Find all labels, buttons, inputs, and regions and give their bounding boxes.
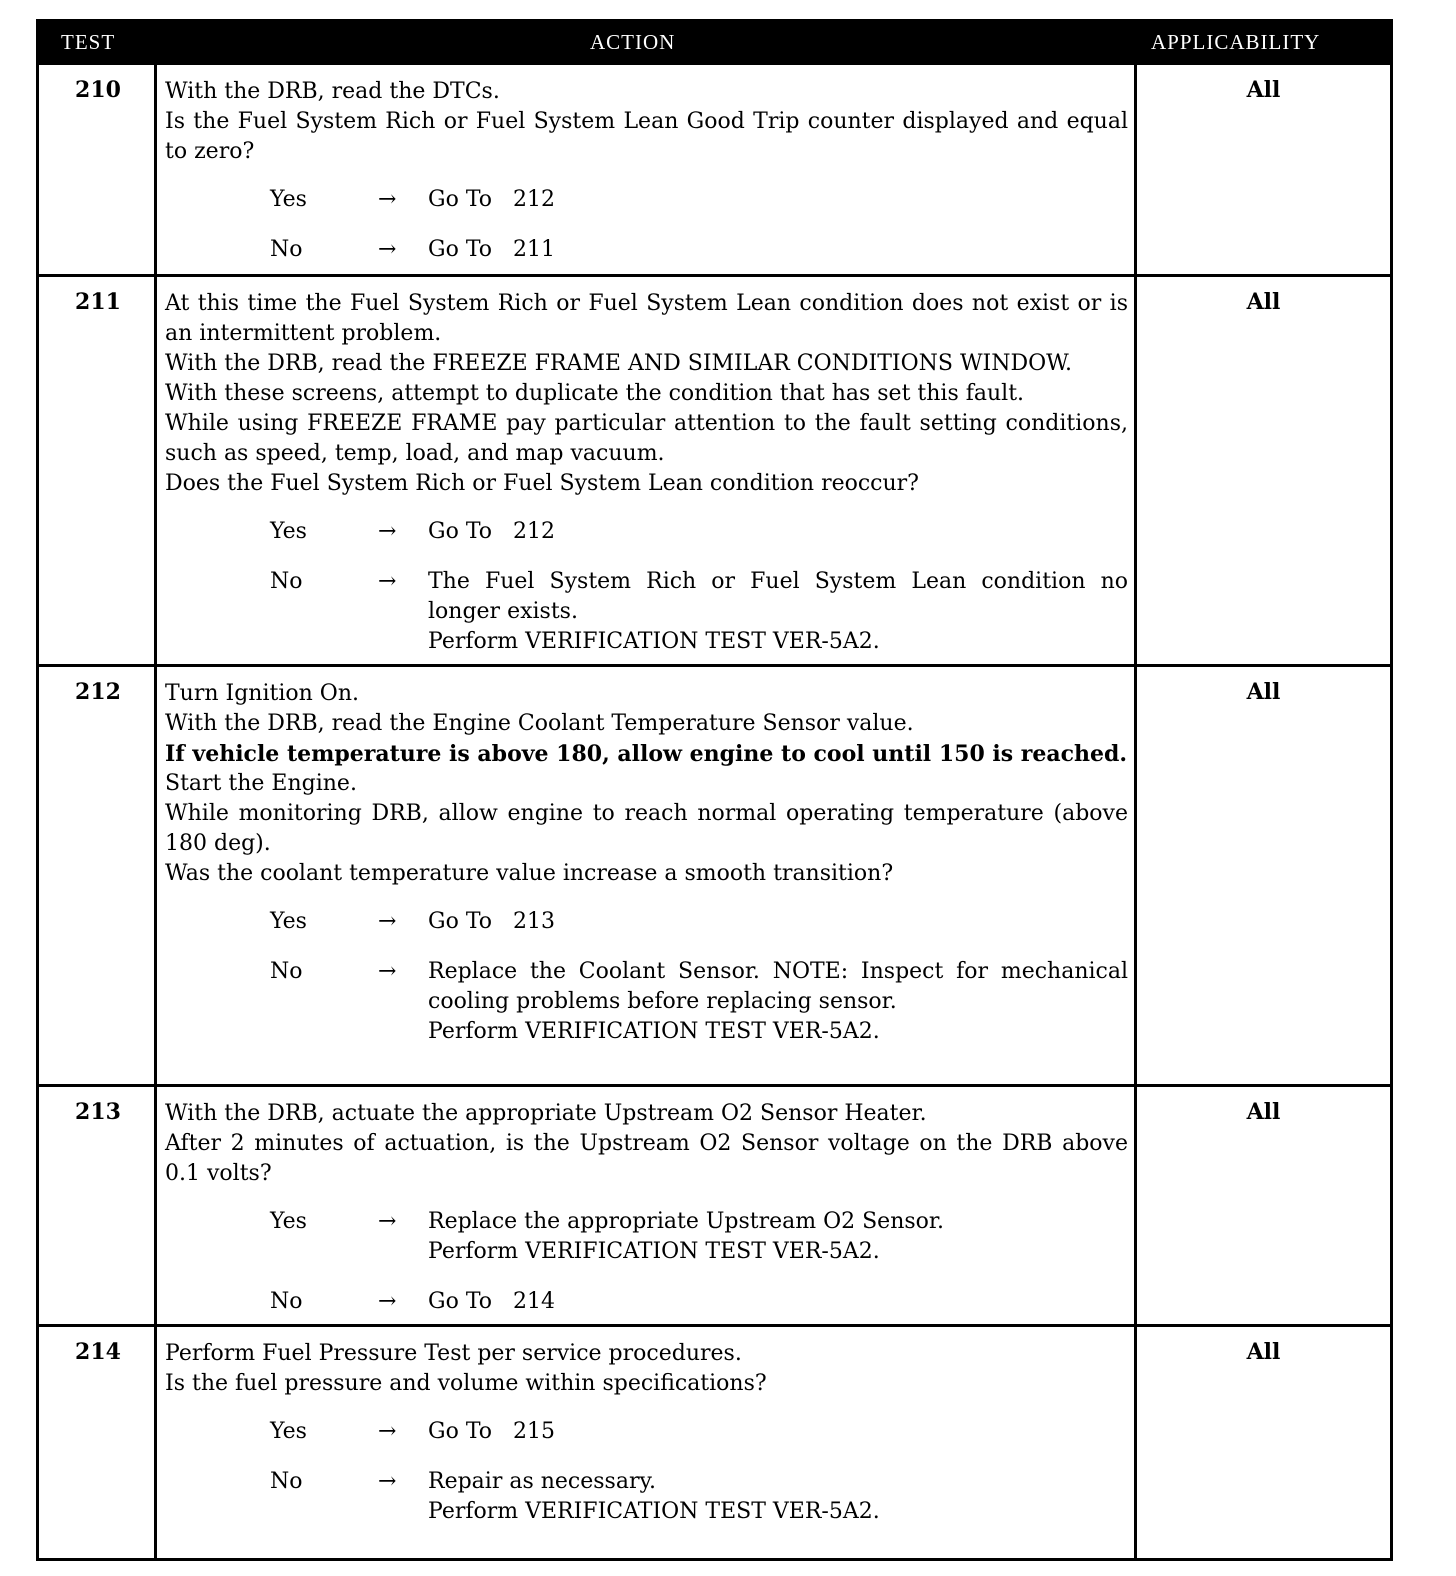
test-number: 213: [75, 1099, 121, 1125]
yes-branch: [165, 185, 1128, 215]
action-line: With these screens, attempt to duplicate the condition that has set this fault.: [165, 381, 1025, 406]
action-line: At this time the Fuel System Rich or Fuel System Lean condition does not exist or is an intermittent problem.: [165, 291, 1128, 346]
test-number: 210: [75, 77, 121, 103]
action-text: [165, 289, 1128, 657]
yes-label: Yes: [270, 909, 307, 934]
no-result: Go To 214: [428, 1289, 555, 1314]
header-test: TEST: [61, 30, 116, 54]
yes-branch: [165, 1207, 1128, 1267]
no-branch: [165, 235, 1128, 265]
yes-result: Go To 215: [428, 1419, 555, 1444]
applicability-value: All: [1246, 77, 1281, 103]
applicability-value: All: [1246, 1099, 1281, 1125]
test-number: 212: [75, 679, 121, 705]
applicability-value: All: [1246, 1339, 1281, 1365]
action-text: [165, 1099, 1128, 1317]
action-line: Does the Fuel System Rich or Fuel System Lean condition reoccur?: [165, 471, 919, 496]
yes-branch: [165, 1417, 1128, 1447]
table-row-210: [39, 62, 1390, 274]
yes-result: Go To 212: [428, 519, 555, 544]
action-line: With the DRB, read the DTCs.: [165, 79, 500, 104]
action-line: Was the coolant temperature value increase a smooth transition?: [165, 861, 894, 886]
no-label: No: [270, 959, 303, 984]
action-line: Perform Fuel Pressure Test per service procedures.: [165, 1341, 742, 1366]
action-line: Turn Ignition On.: [165, 681, 359, 706]
no-branch: [165, 957, 1128, 1047]
action-text: [165, 679, 1128, 1047]
no-label: No: [270, 237, 303, 262]
yes-result: Go To 212: [428, 187, 555, 212]
no-label: No: [270, 569, 303, 594]
header-applicability: APPLICABILITY: [1151, 30, 1321, 54]
action-line: Is the Fuel System Rich or Fuel System Lean Good Trip counter displayed and equal to zero?: [165, 109, 1128, 164]
action-line: While using FREEZE FRAME pay particular attention to the fault setting conditions, such as speed, temp, load, and map vacuum.: [165, 411, 1128, 466]
arrow-icon: →: [378, 959, 397, 984]
no-result: Go To 211: [428, 237, 555, 262]
arrow-icon: →: [378, 237, 397, 262]
table-row-211: [39, 274, 1390, 664]
yes-result: Go To 213: [428, 909, 555, 934]
yes-label: Yes: [270, 519, 307, 544]
table-row-212: [39, 664, 1390, 1084]
arrow-icon: →: [378, 909, 397, 934]
yes-branch: [165, 907, 1128, 937]
no-branch: [165, 567, 1128, 657]
warning-line: If vehicle temperature is above 180, allow engine to cool until 150 is reached.: [165, 741, 1128, 767]
yes-label: Yes: [270, 1209, 307, 1234]
applicability-value: All: [1246, 679, 1281, 705]
action-line: With the DRB, actuate the appropriate Upstream O2 Sensor Heater.: [165, 1101, 927, 1126]
arrow-icon: →: [378, 519, 397, 544]
no-label: No: [270, 1469, 303, 1494]
no-result: The Fuel System Rich or Fuel System Lean condition no longer exists.: [428, 569, 1128, 624]
arrow-icon: →: [378, 1469, 397, 1494]
yes-label: Yes: [270, 187, 307, 212]
action-line: With the DRB, read the FREEZE FRAME AND SIMILAR CONDITIONS WINDOW.: [165, 351, 1072, 376]
table-row-213: [39, 1084, 1390, 1324]
action-line: Is the fuel pressure and volume within specifications?: [165, 1371, 767, 1396]
action-line: While monitoring DRB, allow engine to reach normal operating temperature (above 180 deg).: [165, 801, 1128, 856]
table-row-214: [39, 1324, 1390, 1558]
test-number: 214: [75, 1339, 121, 1365]
arrow-icon: →: [378, 1289, 397, 1314]
yes-result-followup: Perform VERIFICATION TEST VER-5A2.: [428, 1239, 880, 1264]
header-action: ACTION: [590, 30, 676, 54]
arrow-icon: →: [378, 1419, 397, 1444]
action-line: With the DRB, read the Engine Coolant Temperature Sensor value.: [165, 711, 914, 736]
action-line: After 2 minutes of actuation, is the Upstream O2 Sensor voltage on the DRB above 0.1 volts?: [165, 1131, 1128, 1186]
no-label: No: [270, 1289, 303, 1314]
diagnostic-test-table: [36, 19, 1393, 1561]
table-header: [39, 22, 1390, 62]
arrow-icon: →: [378, 569, 397, 594]
arrow-icon: →: [378, 187, 397, 212]
no-result-followup: Perform VERIFICATION TEST VER-5A2.: [428, 1019, 880, 1044]
no-result-followup: Perform VERIFICATION TEST VER-5A2.: [428, 629, 880, 654]
yes-label: Yes: [270, 1419, 307, 1444]
action-text: [165, 1339, 1128, 1527]
yes-branch: [165, 517, 1128, 547]
arrow-icon: →: [378, 1209, 397, 1234]
no-result-followup: Perform VERIFICATION TEST VER-5A2.: [428, 1499, 880, 1524]
no-branch: [165, 1467, 1128, 1527]
yes-result: Replace the appropriate Upstream O2 Sensor.: [428, 1209, 945, 1234]
action-line: Start the Engine.: [165, 771, 357, 796]
no-result: Repair as necessary.: [428, 1469, 656, 1494]
no-result: Replace the Coolant Sensor. NOTE: Inspect for mechanical cooling problems before replacing sensor.: [428, 959, 1128, 1014]
applicability-value: All: [1246, 289, 1281, 315]
action-text: [165, 77, 1128, 265]
no-branch: [165, 1287, 1128, 1317]
test-number: 211: [75, 289, 121, 315]
